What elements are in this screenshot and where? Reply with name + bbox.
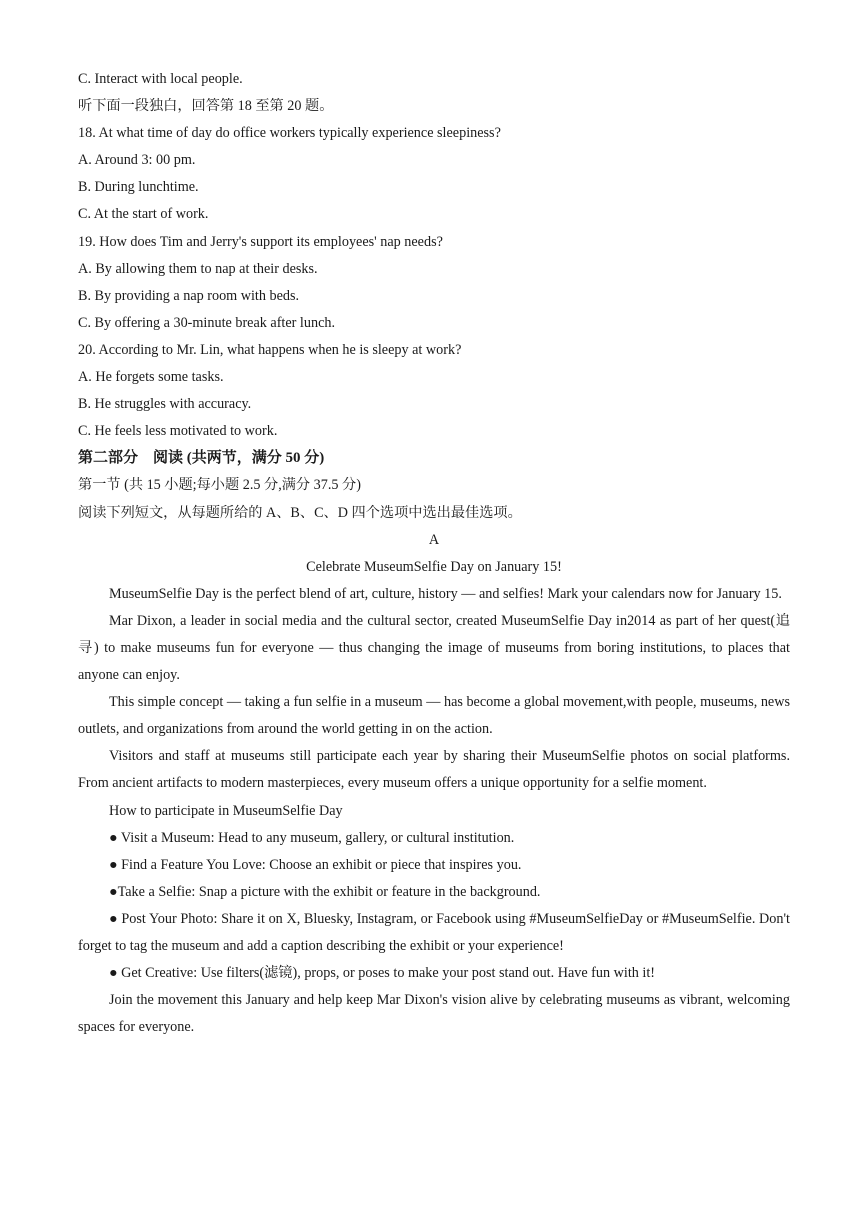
passage-letter: A [428, 531, 440, 548]
question-stem: 20. According to Mr. Lin, what happens when he is sleepy at work? [78, 341, 462, 358]
option-c: C. By offering a 30-minute break after lunch. [78, 314, 336, 331]
bullet-item: ● Post Your Photo: Share it on X, Bluesky, Instagram, or Facebook using #MuseumSelfieDay or #MuseumSelfie. Don't forget to tag the museum and add a caption describing the exhibit or your experience! [78, 910, 790, 954]
passage-paragraph: This simple concept — taking a fun selfie in a museum — has become a global movement,with people, museums, news outlets, and organizations from around the world getting in on the action. [78, 694, 790, 738]
passage-paragraph: MuseumSelfie Day is the perfect blend of art, culture, history — and selfies! Mark your calendars now for January 15. [109, 585, 782, 602]
section-one-title: 第一节 (共 15 小题;每小题 2.5 分,满分 37.5 分) [78, 477, 361, 494]
option-c: C. He feels less motivated to work. [78, 423, 278, 440]
option-a: A. By allowing them to nap at their desks. [78, 260, 318, 277]
option-a: A. Around 3: 00 pm. [78, 152, 196, 169]
option-c: C. At the start of work. [78, 206, 209, 223]
bullet-item: ● Visit a Museum: Head to any museum, gallery, or cultural institution. [109, 829, 515, 846]
question-stem: 19. How does Tim and Jerry's support its employees' nap needs? [78, 233, 443, 250]
part-two-title: 第二部分 阅读 (共两节，满分 50 分) [78, 450, 325, 467]
bullet-item: ● Find a Feature You Love: Choose an exhibit or piece that inspires you. [109, 856, 522, 873]
passage-paragraph: Visitors and staff at museums still participate each year by sharing their MuseumSelfie photos on social platforms. From ancient artifacts to modern masterpieces, every museum offers a unique opportunity for a selfie moment. [78, 748, 790, 792]
passage-title: Celebrate MuseumSelfie Day on January 15! [306, 558, 562, 575]
prev-option-c: C. Interact with local people. [78, 71, 243, 87]
option-b: B. By providing a nap room with beds. [78, 287, 300, 304]
closing-paragraph: Join the movement this January and help keep Mar Dixon's vision alive by celebrating museums as vibrant, welcoming spaces for everyone. [78, 992, 790, 1036]
question-20 [78, 337, 790, 445]
option-a: A. He forgets some tasks. [78, 369, 224, 386]
howto-heading: How to participate in MuseumSelfie Day [109, 802, 343, 819]
option-b: B. During lunchtime. [78, 179, 199, 196]
question-18 [78, 120, 790, 228]
option-b: B. He struggles with accuracy. [78, 396, 252, 413]
question-stem: 18. At what time of day do office workers typically experience sleepiness? [78, 125, 501, 142]
bullet-item: ●Take a Selfie: Snap a picture with the exhibit or feature in the background. [109, 883, 541, 900]
question-19 [78, 229, 790, 337]
monologue-instruction: 听下面一段独白，回答第 18 至第 20 题。 [78, 98, 334, 115]
passage-paragraph: Mar Dixon, a leader in social media and the cultural sector, created MuseumSelfie Day in2014 as part of her quest(追寻) to make museums fun for everyone — thus changing the image of museums from boring institutions, to places that anyone can enjoy. [78, 612, 790, 684]
exam-page [78, 66, 790, 1041]
bullet-item: ● Get Creative: Use filters(滤镜), props, or poses to make your post stand out. Have fun with it! [109, 965, 656, 982]
reading-instructions: 阅读下列短文，从每题所给的 A、B、C、D 四个选项中选出最佳选项。 [78, 504, 522, 521]
